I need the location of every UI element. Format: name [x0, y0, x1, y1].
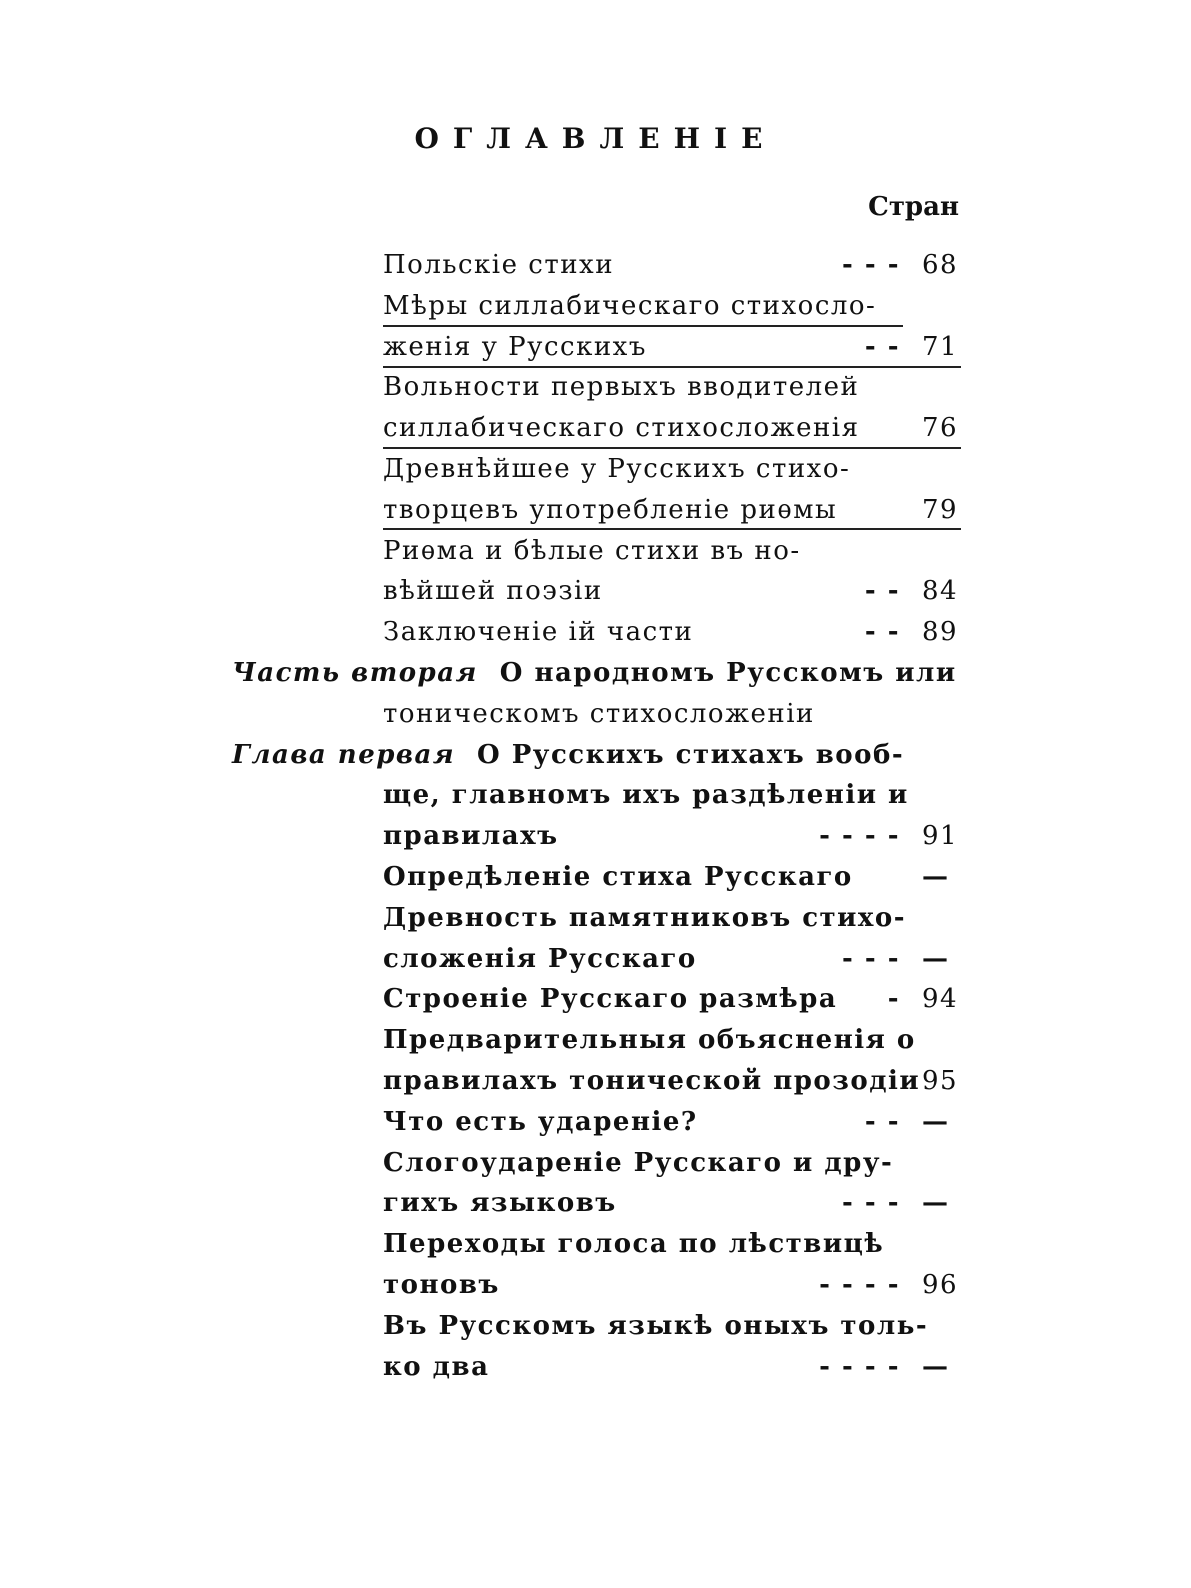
toc-entry-text: Риѳма и бѣлые стихи въ но-	[383, 535, 801, 566]
toc-entry-text: вѣйшей поэзіи	[383, 576, 603, 607]
toc-page-number: 95	[922, 1066, 959, 1096]
toc-entry-text: О народномъ Русскомъ или	[499, 658, 957, 688]
toc-entry-text: Что есть удареніе?	[383, 1106, 698, 1137]
toc-entry-text: тоническомъ стихосложеніи	[383, 698, 815, 729]
toc-entry	[383, 1066, 960, 1102]
toc-page-number: —	[922, 862, 950, 892]
toc-entry-text: Мѣры силлабическаго стихосло-	[383, 290, 877, 321]
toc-entry-text: сложенія Русскаго	[383, 943, 697, 974]
toc-leader-dashes: - - - -	[819, 1270, 900, 1300]
toc-page-number: 71	[922, 331, 959, 362]
toc-entry	[383, 250, 960, 286]
toc-entry-text: Предварительныя объясненія о	[383, 1025, 916, 1056]
toc-entry	[383, 1148, 960, 1184]
toc-entry	[383, 944, 960, 980]
toc-page-number: —	[922, 1188, 950, 1219]
underline-rule	[383, 528, 961, 530]
toc-entry	[383, 821, 960, 857]
toc-leader-dashes: -	[887, 984, 900, 1015]
toc-entry	[232, 740, 960, 776]
toc-entry	[383, 291, 960, 327]
toc-page-number: 96	[922, 1270, 959, 1300]
toc-entry	[383, 1229, 960, 1265]
toc-entry-text: ще, главномъ ихъ раздѣленіи и	[383, 780, 909, 811]
toc-entry	[383, 984, 960, 1020]
toc-page-number: —	[922, 943, 950, 974]
toc-entry	[383, 454, 960, 490]
toc-leader-dashes: - - -	[842, 250, 900, 280]
toc-section-prefix: Глава первая	[232, 739, 456, 770]
page-column-header: Стран	[868, 192, 959, 222]
toc-entry	[383, 536, 960, 572]
toc-entry-text: Строеніе Русскаго размѣра	[383, 984, 838, 1015]
toc-page-number: 94	[922, 984, 959, 1015]
toc-section-prefix: Часть вторая	[232, 658, 478, 688]
toc-entry-text: правилахъ	[383, 821, 559, 852]
toc-entry	[383, 1025, 960, 1061]
toc-leader-dashes: - -	[864, 576, 900, 607]
toc-page-number: 79	[922, 494, 959, 525]
toc-entry-text: творцевъ употребленіе риѳмы	[383, 494, 838, 525]
toc-leader-dashes: - -	[864, 617, 900, 648]
toc-entry	[383, 1188, 960, 1224]
toc-leader-dashes: - - - -	[819, 821, 900, 852]
toc-entry-text: правилахъ тонической прозодіи	[383, 1066, 921, 1096]
toc-leader-dashes: - -	[864, 331, 900, 362]
toc-entry	[383, 413, 960, 449]
underline-rule	[383, 366, 961, 368]
toc-entry-text: гихъ языковъ	[383, 1188, 617, 1219]
toc-entry	[383, 617, 960, 653]
toc-entry	[383, 332, 960, 368]
toc-page-number: 68	[922, 250, 959, 280]
toc-entry-text: О Русскихъ стихахъ вооб-	[477, 739, 905, 770]
toc-entry-text: ко два	[383, 1351, 490, 1382]
underline-rule	[383, 447, 961, 449]
toc-page-number: 76	[922, 413, 959, 444]
underline-rule	[383, 325, 903, 327]
toc-entry	[232, 658, 960, 694]
toc-entry	[383, 1311, 960, 1347]
toc-entry-text: женія у Русскихъ	[383, 331, 647, 362]
toc-page-number: —	[922, 1106, 950, 1137]
toc-entry-text: Слогоудареніе Русскаго и дру-	[383, 1147, 894, 1178]
toc-entry-text: Переходы голоса по лѣствицѣ	[383, 1229, 885, 1260]
toc-entry	[383, 862, 960, 898]
toc-entry-text: тоновъ	[383, 1270, 500, 1300]
toc-entry	[383, 1352, 960, 1388]
toc-leader-dashes: - -	[864, 1106, 900, 1137]
toc-page-number: 84	[922, 576, 959, 607]
toc-page-number: —	[922, 1351, 950, 1382]
toc-entry	[383, 576, 960, 612]
toc-entry	[383, 1270, 960, 1306]
toc-leader-dashes: - - -	[842, 1188, 900, 1219]
toc-page-number: 91	[922, 821, 959, 852]
toc-leader-dashes: - - - -	[819, 1351, 900, 1382]
toc-leader-dashes: - - -	[842, 943, 900, 974]
toc-entry-text: Древность памятниковъ стихо-	[383, 902, 907, 933]
toc-page-number: 89	[922, 617, 959, 648]
toc-entry	[383, 372, 960, 408]
toc-entry-text: Древнѣйшее у Русскихъ стихо-	[383, 454, 851, 484]
toc-entry-text: Заключеніе ій части	[383, 617, 694, 648]
toc-entry-text: Польскіе стихи	[383, 250, 615, 280]
toc-entry-text: Въ Русскомъ языкѣ оныхъ толь-	[383, 1310, 929, 1341]
toc-entry	[383, 780, 960, 816]
toc-entry-text: силлабическаго стихосложенія	[383, 413, 860, 444]
toc-entry	[383, 903, 960, 939]
toc-entry	[383, 1107, 960, 1143]
toc-entry	[383, 699, 960, 735]
page-title: ОГЛАВЛЕНІЕ	[414, 122, 777, 155]
toc-entry-text: Вольности первыхъ вводителей	[383, 372, 860, 403]
toc-entry	[383, 495, 960, 531]
toc-entry-text: Опредѣленіе стиха Русскаго	[383, 862, 853, 892]
